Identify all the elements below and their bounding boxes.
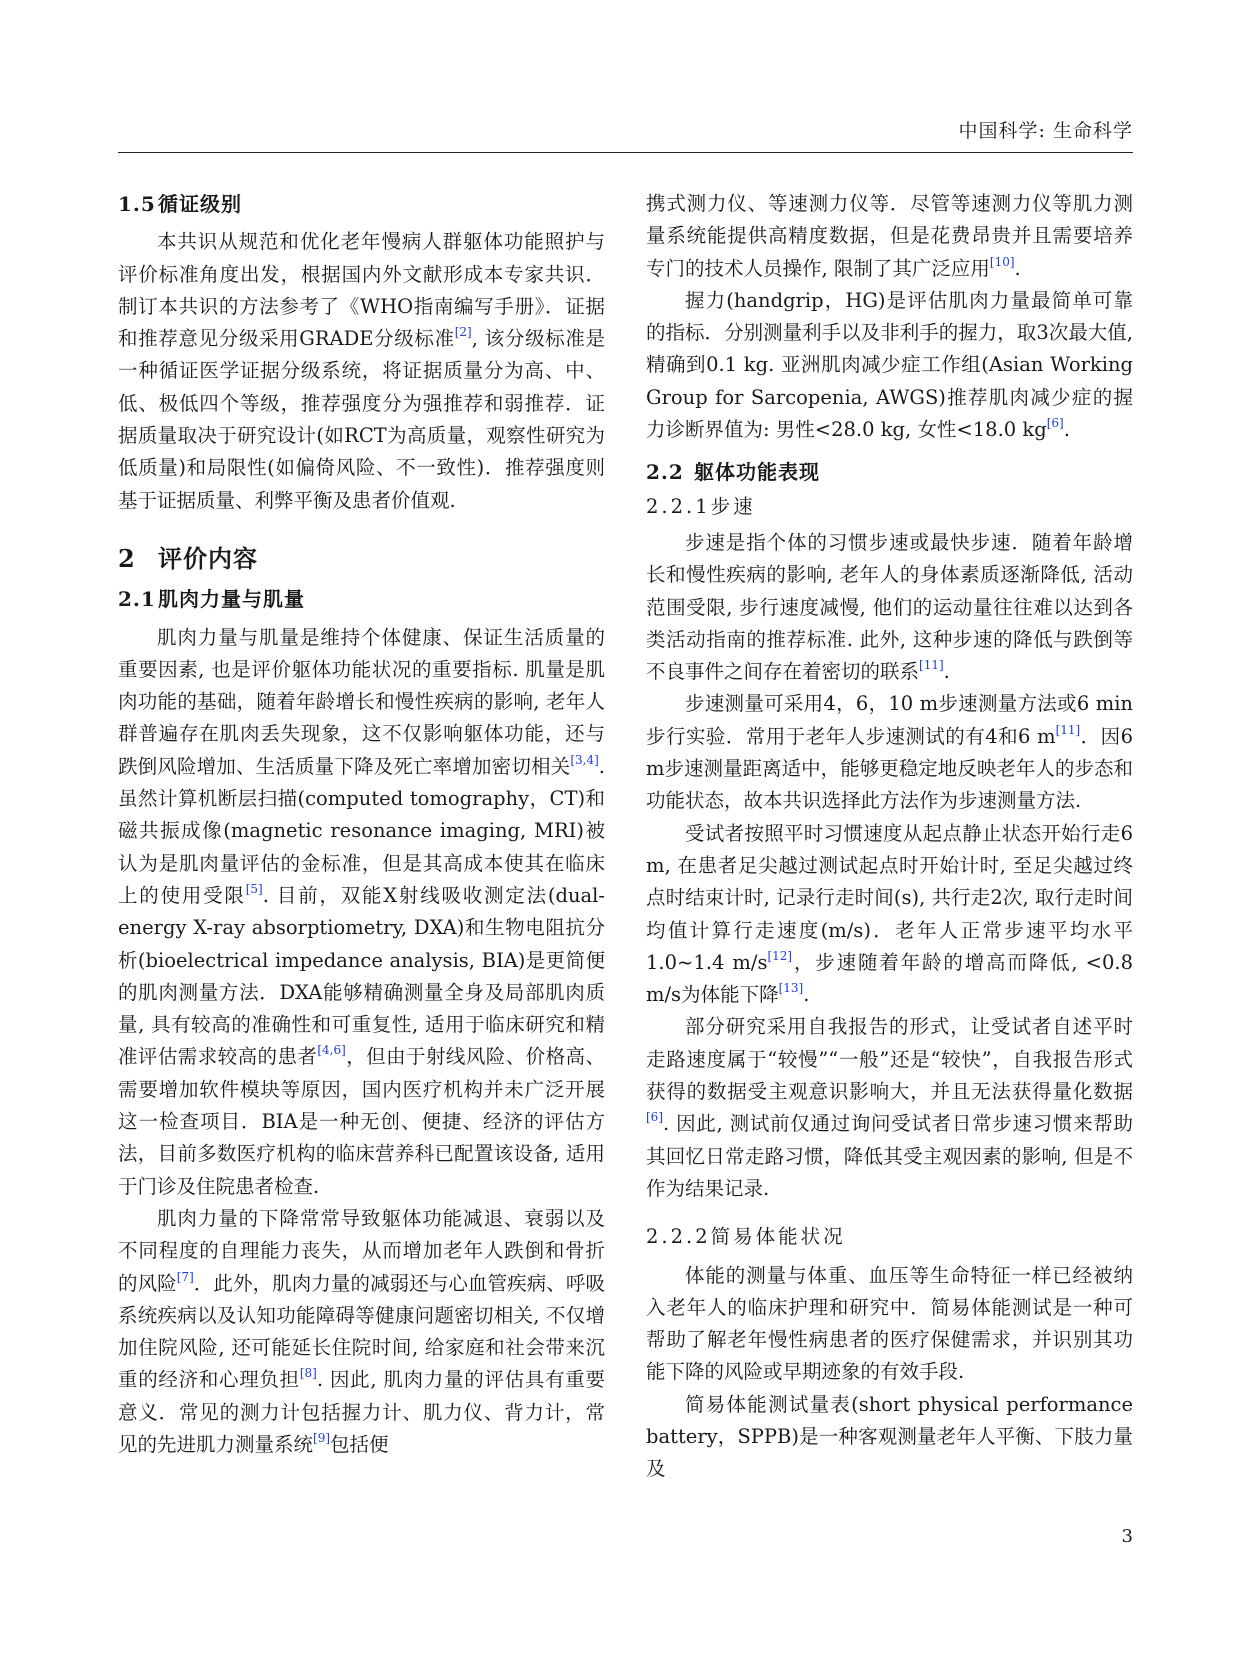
section-2-1-heading	[118, 583, 605, 615]
section-title: 简易体能状况	[710, 1225, 846, 1249]
paragraph: 握力(handgrip，HG)是评估肌肉力量最简单可靠的指标．分别测量利手以及非利手的握力，取3次最大值, 精确到0.1 kg. 亚洲肌肉减少症工作组(Asian Working Group for Sarcopenia, AWGS)推荐肌肉减少症的握力诊断界值为: 男性<28.0 kg, 女性<18.0 kg[6].	[646, 288, 1133, 442]
citation-link[interactable]: [5]	[245, 881, 263, 896]
section-1-5-heading	[118, 188, 605, 220]
citation-link[interactable]: [6]	[1046, 416, 1064, 431]
section-number: 2.2.2	[646, 1225, 711, 1249]
citation-link[interactable]: [3,4]	[570, 752, 599, 767]
page-number: 3	[1121, 1526, 1133, 1547]
section-title: 评价内容	[158, 543, 258, 573]
citation-link[interactable]: [8]	[299, 1366, 317, 1381]
citation-link[interactable]: [7]	[176, 1269, 194, 1284]
paragraph: 受试者按照平时习惯速度从起点静止状态开始行走6 m, 在患者足尖越过测试起点时开始计时, 至足尖越过终点时结束计时, 记录行走时间(s), 共行走2次, 取行走时间均值计算行走速度(m/s)．老年人正常步速平均水平1.0~1.4 m/s[12]，步速随着年龄的增高而降低, <0.8 m/s为体能下降[13].	[646, 821, 1133, 1007]
section-2-2-1-heading	[646, 491, 1133, 523]
section-title: 循证级别	[158, 192, 242, 216]
paragraph: 部分研究采用自我报告的形式，让受试者自述平时走路速度属于“较慢”“一般”还是“较快”，自我报告形式获得的数据受主观意识影响大，并且无法获得量化数据[6]. 因此, 测试前仅通过询问受试者日常步速习惯来帮助其回忆日常走路习惯，降低其受主观因素的影响, 但是不作为结果记录.	[646, 1015, 1133, 1200]
paragraph: 体能的测量与体重、血压等生命特征一样已经被纳入老年人的临床护理和研究中．简易体能测试是一种可帮助了解老年慢性病患者的医疗保健需求，并识别其功能下降的风险或早期迹象的有效手段.	[646, 1263, 1133, 1384]
citation-link[interactable]: [10]	[989, 254, 1015, 269]
section-title: 肌肉力量与肌量	[158, 587, 305, 612]
section-number: 2.2	[646, 460, 684, 485]
paragraph: 肌肉力量与肌量是维持个体健康、保证生活质量的重要因素, 也是评价躯体功能状况的重要指标. 肌量是肌肉功能的基础，随着年龄增长和慢性疾病的影响, 老年人群普遍存在肌肉丢失现象，这不仅影响躯体功能，还与跌倒风险增加、生活质量下降及死亡率增加密切相关[3,4]. 虽然计算机断层扫描(computed tomography，CT)和磁共振成像(magnetic resonance imaging, MRI)被认为是肌肉量评估的金标准，但是其高成本使其在临床上的使用受限[5]. 目前，双能X射线吸收测定法(dual-energy X-ray absorptiometry, DXA)和生物电阻抗分析(bioelectrical impedance analysis, BIA)是更简便的肌肉测量方法．DXA能够精确测量全身及局部肌肉质量, 具有较高的准确性和可重复性, 适用于临床研究和精准评估需求较高的患者[4,6]，但由于射线风险、价格高、需要增加软件模块等原因，国内医疗机构并未广泛开展这一检查项目．BIA是一种无创、便捷、经济的评估方法，目前多数医疗机构的临床营养科已配置该设备, 适用于门诊及住院患者检查.	[118, 625, 605, 1198]
paragraph-continued: 携式测力仪、等速测力仪等．尽管等速测力仪等肌力测量系统能提供高精度数据，但是花费昂贵并且需要培养专门的技术人员操作, 限制了其广泛应用[10].	[646, 192, 1133, 280]
citation-link[interactable]: [4,6]	[317, 1043, 346, 1058]
right-column	[646, 188, 1133, 1486]
section-title: 躯体功能表现	[694, 460, 820, 485]
running-head-journal: 中国科学: 生命科学	[958, 120, 1133, 142]
paragraph: 本共识从规范和优化老年慢病人群躯体功能照护与评价标准角度出发，根据国内外文献形成本专家共识．制订本共识的方法参考了《WHO指南编写手册》．证据和推荐意见分级采用GRADE分级标准[2], 该分级标准是一种循证医学证据分级系统，将证据质量分为高、中、低、极低四个等级，推荐强度分为强推荐和弱推荐．证据质量取决于研究设计(如RCT为高质量，观察性研究为低质量)和局限性(如偏倚风险、不一致性)．推荐强度则基于证据质量、利弊平衡及患者价值观.	[118, 230, 605, 512]
section-number: 2.1	[118, 587, 156, 612]
citation-link[interactable]: [2]	[454, 325, 472, 340]
paragraph: 步速是指个体的习惯步速或最快步速．随着年龄增长和慢性疾病的影响, 老年人的身体素质逐渐降低, 活动范围受限, 步行速度减慢, 他们的运动量往往难以达到各类活动指南的推荐标准. 此外, 这种步速的降低与跌倒等不良事件之间存在着密切的联系[11].	[646, 530, 1133, 684]
section-number: 2.2.1	[646, 494, 711, 518]
paragraph: 简易体能测试量表(short physical performance battery，SPPB)是一种客观测量老年人平衡、下肢力量及	[646, 1392, 1133, 1481]
section-title: 步速	[710, 494, 756, 518]
citation-link[interactable]: [13]	[778, 981, 804, 996]
citation-link[interactable]: [11]	[1055, 722, 1081, 737]
section-2-heading	[118, 543, 605, 575]
citation-link[interactable]: [11]	[919, 658, 944, 673]
header-rule	[118, 152, 1133, 153]
paragraph: 步速测量可采用4，6，10 m步速测量方法或6 min步行实验．常用于老年人步速测试的有4和6 m[11]．因6 m步速测量距离适中，能够更稳定地反映老年人的步态和功能状态，故本共识选择此方法作为步速测量方法.	[646, 692, 1133, 813]
section-2-2-heading	[646, 456, 1133, 488]
citation-link[interactable]: [9]	[313, 1430, 331, 1445]
citation-link[interactable]: [12]	[767, 948, 793, 963]
left-column	[118, 188, 605, 1461]
section-number: 2	[118, 543, 136, 573]
paragraph: 肌肉力量的下降常常导致躯体功能减退、衰弱以及不同程度的自理能力丧失，从而增加老年人跌倒和骨折的风险[7]．此外，肌肉力量的减弱还与心血管疾病、呼吸系统疾病以及认知功能障碍等健康问题密切相关, 不仅增加住院风险, 还可能延长住院时间, 给家庭和社会带来沉重的经济和心理负担[8]. 因此, 肌肉力量的评估具有重要意义．常见的测力计包括握力计、肌力仪、背力计，常见的先进肌力测量系统[9]包括便	[118, 1206, 605, 1456]
section-number: 1.5	[118, 192, 156, 216]
citation-link[interactable]: [6]	[646, 1110, 663, 1125]
section-2-2-2-heading	[646, 1221, 1133, 1253]
